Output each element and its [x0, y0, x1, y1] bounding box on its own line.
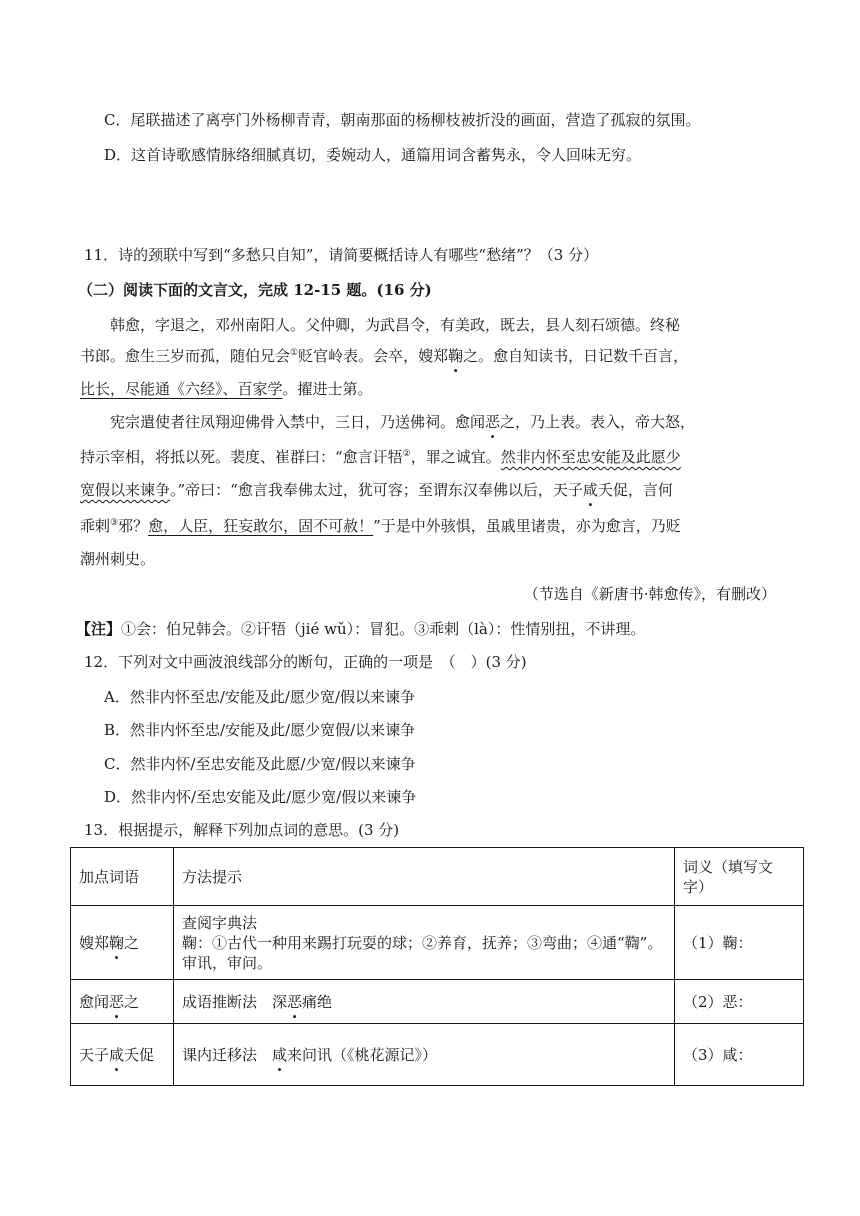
question-12-option-a: A．然非内怀至忠/安能及此/愿少宽/假以来谏争 [104, 688, 415, 706]
passage-line-4: 宪宗遣使者往凤翔迎佛骨入禁中，三日，乃送佛祠。愈闻恶之，乃上表。表入，帝大怒， [110, 413, 696, 431]
passage-line-3: 比长，尽能通《六经》、百家学。擢进士第。 [80, 380, 373, 398]
row-word: 愈闻恶之 [71, 980, 174, 1024]
table-row [71, 980, 804, 1024]
question-12-stem: 12．下列对文中画波浪线部分的断句，正确的一项是 （ ）(3 分) [84, 653, 527, 671]
passage-line-1: 韩愈，字退之，邓州南阳人。父仲卿，为武昌令，有美政，既去，县人刻石颂德。终秘 [110, 316, 681, 334]
header-word: 加点词语 [71, 848, 174, 906]
row-answer-field[interactable]: （1）鞠： [675, 906, 804, 980]
question-12-option-d: D．然非内怀/至忠安能及此/愿少宽/假以来谏争 [104, 788, 417, 806]
dotted-word-xian: 咸 [582, 481, 598, 499]
row-word: 嫂郑鞠之 [71, 906, 174, 980]
passage-line-5: 持示宰相，将抵以死。裴度、崔群曰：“愈言讦牾②，罪之诚宜。然非内怀至忠安能及此愿少 [80, 448, 681, 466]
table-header-row [71, 848, 804, 906]
note-marker-3: ③ [110, 518, 119, 528]
question-13-stem: 13．根据提示，解释下列加点词的意思。(3 分) [84, 821, 400, 839]
annotation-note: 【注】①会：伯兄韩会。②讦牾（jié wǔ）：冒犯。③乖剌（là）：性情别扭，不讲理。 [76, 620, 646, 638]
row-method: 课内迁移法 咸来问讯（《桃花源记》） [174, 1024, 675, 1086]
row-answer-field[interactable]: （3）咸： [675, 1024, 804, 1086]
option-c: C．尾联描述了离亭门外杨柳青青，朝南那面的杨柳枝被折没的画面，营造了孤寂的氛围。 [104, 111, 701, 129]
row-answer-field[interactable]: （2）恶： [675, 980, 804, 1024]
table-row [71, 906, 804, 980]
dotted-word-ju: 鞠 [448, 347, 464, 365]
wavy-sentence-part-2: 宽假以来谏争 [80, 481, 171, 499]
table-row [71, 1024, 804, 1086]
passage-line-2: 书郎。愈生三岁而孤，随伯兄会①贬官岭表。会卒，嫂郑鞠之。愈自知读书，日记数千百言， [80, 347, 689, 365]
wavy-sentence-part-1: 然非内怀至忠安能及此愿少 [500, 448, 681, 466]
question-13-table [70, 847, 804, 1086]
note-marker-2: ② [402, 449, 411, 459]
row-method: 查阅字典法 鞠：①古代一种用来踢打玩耍的球；②养育，抚养；③弯曲；④通“鞫”。审讯，审问。 [174, 906, 675, 980]
header-method: 方法提示 [174, 848, 675, 906]
header-meaning: 词义（填写文字） [675, 848, 804, 906]
question-12-option-b: B．然非内怀至忠/安能及此/愿少宽假/以来谏争 [104, 721, 416, 739]
passage-source: （节选自《新唐书·韩愈传》，有删改） [523, 585, 776, 603]
row-method: 成语推断法 深恶痛绝 [174, 980, 675, 1024]
option-d: D．这首诗歌感情脉络细腻真切，委婉动人，通篇用词含蓄隽永，令人回味无穷。 [104, 146, 642, 164]
note-marker-1: ① [290, 348, 299, 358]
passage-line-8: 潮州刺史。 [80, 550, 156, 568]
row-word: 天子咸夭促 [71, 1024, 174, 1086]
underlined-sentence-1: 比长，尽能通《六经》、百家学 [80, 380, 283, 398]
passage-line-6: 宽假以来谏争。”帝曰：“愈言我奉佛太过，犹可容；至谓东汉奉佛以后，天子咸夭促，言何 [80, 481, 673, 499]
underlined-sentence-2: 愈，人臣，狂妄敢尔，固不可赦！ [148, 517, 374, 535]
section-2-heading: （二）阅读下面的文言文，完成 12-15 题。(16 分) [78, 281, 432, 299]
question-12-option-c: C．然非内怀/至忠安能及此愿/少宽/假以来谏争 [104, 755, 416, 773]
question-11: 11．诗的颈联中写到“多愁只自知”，请简要概括诗人有哪些“愁绪”？（3 分） [84, 246, 599, 264]
dotted-word-wu: 恶 [485, 413, 501, 431]
passage-line-7: 乖剌③邪？愈，人臣，狂妄敢尔，固不可赦！”于是中外骇惧，虽戚里诸贵，亦为愈言，乃贬 [80, 517, 681, 535]
